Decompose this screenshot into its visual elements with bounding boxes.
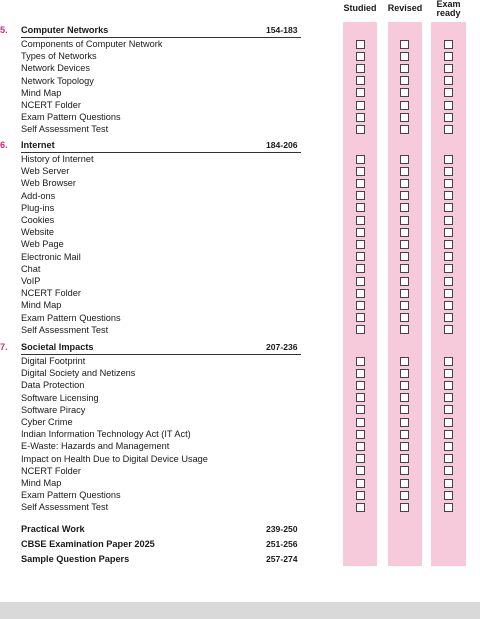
topic-row: Exam Pattern Questions	[21, 312, 121, 323]
checkbox-studied[interactable]	[356, 430, 365, 439]
checkbox-studied[interactable]	[356, 479, 365, 488]
checkbox-revised[interactable]	[400, 252, 409, 261]
checkbox-studied[interactable]	[356, 325, 365, 334]
checkbox-exam-ready[interactable]	[444, 369, 453, 378]
chapter-title: Societal Impacts	[21, 342, 94, 352]
checkbox-revised[interactable]	[400, 40, 409, 49]
checkbox-studied[interactable]	[356, 418, 365, 427]
topic-row: Website	[21, 227, 55, 238]
extra-section-pages: 257-274	[266, 554, 298, 564]
checkbox-studied[interactable]	[356, 228, 365, 237]
checkbox-studied[interactable]	[356, 466, 365, 475]
chapter-number: 7.	[0, 342, 8, 352]
checkbox-studied[interactable]	[356, 216, 365, 225]
extra-section-title: CBSE Examination Paper 2025	[21, 539, 155, 549]
checkbox-studied[interactable]	[356, 381, 365, 390]
extra-section-title: Sample Question Papers	[21, 554, 130, 564]
topic-row: NCERT Folder	[21, 100, 81, 110]
checkbox-revised[interactable]	[400, 203, 409, 212]
checkbox-studied[interactable]	[356, 393, 365, 402]
topic-row: Software Licensing	[21, 392, 99, 403]
checkbox-exam-ready[interactable]	[444, 357, 453, 366]
checkbox-revised[interactable]	[400, 76, 409, 85]
checkbox-revised[interactable]	[400, 369, 409, 378]
checkbox-studied[interactable]	[356, 264, 365, 273]
checkbox-revised[interactable]	[400, 289, 409, 298]
checkbox-exam-ready[interactable]	[444, 125, 453, 134]
checkbox-revised[interactable]	[400, 216, 409, 225]
checkbox-exam-ready[interactable]	[444, 479, 453, 488]
checkbox-revised[interactable]	[400, 228, 409, 237]
topic-row: VoIP	[21, 276, 41, 286]
checkbox-exam-ready[interactable]	[444, 454, 453, 463]
checkbox-revised[interactable]	[400, 113, 409, 122]
topic-row: NCERT Folder	[21, 288, 81, 299]
checkbox-exam-ready[interactable]	[444, 155, 453, 164]
checkbox-exam-ready[interactable]	[444, 491, 453, 500]
checkbox-exam-ready[interactable]	[444, 313, 453, 322]
topic-row: Mind Map	[21, 478, 62, 488]
checkbox-studied[interactable]	[356, 125, 365, 134]
checkbox-exam-ready[interactable]	[444, 405, 453, 414]
checkbox-studied[interactable]	[356, 101, 365, 110]
checkbox-studied[interactable]	[356, 454, 365, 463]
topic-row: Software Piracy	[21, 404, 86, 415]
checkbox-revised[interactable]	[400, 405, 409, 414]
checkbox-revised[interactable]	[400, 125, 409, 134]
checkbox-revised[interactable]	[400, 430, 409, 439]
checkbox-revised[interactable]	[400, 393, 409, 402]
topic-row: Electronic Mail	[21, 251, 81, 262]
checkbox-revised[interactable]	[400, 442, 409, 451]
checkbox-studied[interactable]	[356, 252, 365, 261]
topic-row: Digital Footprint	[21, 356, 86, 366]
checkbox-exam-ready[interactable]	[444, 277, 453, 286]
checkbox-revised[interactable]	[400, 264, 409, 273]
checkbox-exam-ready[interactable]	[444, 203, 453, 212]
checkbox-exam-ready[interactable]	[444, 101, 453, 110]
checkbox-exam-ready[interactable]	[444, 240, 453, 249]
checkbox-studied[interactable]	[356, 357, 365, 366]
topic-row: Mind Map	[21, 87, 62, 98]
checkbox-revised[interactable]	[400, 454, 409, 463]
checkbox-exam-ready[interactable]	[444, 88, 453, 97]
topic-row: NCERT Folder	[21, 465, 81, 476]
checkbox-studied[interactable]	[356, 179, 365, 188]
checkbox-studied[interactable]	[356, 369, 365, 378]
checkbox-revised[interactable]	[400, 325, 409, 334]
checkbox-studied[interactable]	[356, 76, 365, 85]
topic-row: Data Protection	[21, 380, 85, 391]
chapter-title: Computer Networks	[21, 25, 109, 35]
chapter-number: 6.	[0, 140, 8, 150]
topic-row: Plug-ins	[21, 202, 55, 213]
chapter-pages: 207-236	[266, 342, 298, 352]
checkbox-revised[interactable]	[400, 301, 409, 310]
checkbox-studied[interactable]	[356, 191, 365, 200]
topic-row: Self Assessment Test	[21, 124, 109, 135]
topic-row: Digital Society and Netizens	[21, 368, 136, 379]
topic-row: Components of Computer Network	[21, 39, 163, 49]
checkbox-exam-ready[interactable]	[444, 52, 453, 61]
topic-row: Web Server	[21, 166, 70, 177]
topic-row: Indian Information Technology Act (IT Act)	[21, 429, 191, 440]
chapter-pages: 154-183	[266, 25, 298, 35]
checkbox-exam-ready[interactable]	[444, 301, 453, 310]
checkbox-exam-ready[interactable]	[444, 191, 453, 200]
checkbox-revised[interactable]	[400, 313, 409, 322]
topic-row: Chat	[21, 263, 41, 274]
checkbox-studied[interactable]	[356, 64, 365, 73]
checkbox-revised[interactable]	[400, 240, 409, 249]
chapter-number: 5.	[0, 25, 8, 35]
topic-row: History of Internet	[21, 154, 94, 164]
checkbox-exam-ready[interactable]	[444, 289, 453, 298]
checkbox-exam-ready[interactable]	[444, 418, 453, 427]
topic-row: Impact on Health Due to Digital Device Usage	[21, 453, 208, 464]
checkbox-revised[interactable]	[400, 277, 409, 286]
checkbox-exam-ready[interactable]	[444, 216, 453, 225]
checkbox-exam-ready[interactable]	[444, 167, 453, 176]
topic-row: Web Browser	[21, 178, 76, 189]
checkbox-studied[interactable]	[356, 240, 365, 249]
topic-row: Network Topology	[21, 75, 94, 86]
checkbox-exam-ready[interactable]	[444, 40, 453, 49]
topic-row: Types of Networks	[21, 51, 97, 62]
checkbox-revised[interactable]	[400, 479, 409, 488]
checkbox-revised[interactable]	[400, 191, 409, 200]
topic-row: Cookies	[21, 215, 55, 225]
checkbox-exam-ready[interactable]	[444, 113, 453, 122]
footer-bar	[0, 602, 480, 619]
checkbox-studied[interactable]	[356, 289, 365, 298]
checkbox-revised[interactable]	[400, 381, 409, 390]
checkbox-revised[interactable]	[400, 491, 409, 500]
checkbox-studied[interactable]	[356, 52, 365, 61]
checkbox-studied[interactable]	[356, 277, 365, 286]
checkbox-exam-ready[interactable]	[444, 228, 453, 237]
checkbox-exam-ready[interactable]	[444, 442, 453, 451]
chapter-title: Internet	[21, 140, 55, 150]
checkbox-revised[interactable]	[400, 357, 409, 366]
topic-row: Network Devices	[21, 63, 90, 74]
checkbox-revised[interactable]	[400, 167, 409, 176]
topic-row: Self Assessment Test	[21, 502, 109, 513]
checkbox-exam-ready[interactable]	[444, 325, 453, 334]
topic-row: Add-ons	[21, 190, 56, 201]
checkbox-revised[interactable]	[400, 52, 409, 61]
checkbox-exam-ready[interactable]	[444, 252, 453, 261]
topic-row: Exam Pattern Questions	[21, 112, 121, 123]
checkbox-exam-ready[interactable]	[444, 381, 453, 390]
checkbox-revised[interactable]	[400, 418, 409, 427]
extra-section-pages: 239-250	[266, 524, 298, 534]
checkbox-revised[interactable]	[400, 466, 409, 475]
checkbox-exam-ready[interactable]	[444, 264, 453, 273]
checkbox-studied[interactable]	[356, 503, 365, 512]
column-header-studied: Studied	[343, 3, 377, 13]
topic-row: Web Page	[21, 239, 64, 250]
extra-section-pages: 251-256	[266, 539, 298, 549]
topic-row: E-Waste: Hazards and Management	[21, 441, 170, 452]
checkbox-revised[interactable]	[400, 101, 409, 110]
checkbox-exam-ready[interactable]	[444, 503, 453, 512]
checkbox-studied[interactable]	[356, 203, 365, 212]
checkbox-revised[interactable]	[400, 155, 409, 164]
checkbox-revised[interactable]	[400, 179, 409, 188]
column-header-exam-ready: Exam ready	[436, 0, 461, 18]
topic-row: Mind Map	[21, 300, 62, 311]
topic-row: Exam Pattern Questions	[21, 490, 121, 501]
column-header-revised: Revised	[387, 3, 423, 13]
extra-section-title: Practical Work	[21, 524, 85, 534]
checkbox-studied[interactable]	[356, 301, 365, 310]
checkbox-revised[interactable]	[400, 503, 409, 512]
checkbox-exam-ready[interactable]	[444, 430, 453, 439]
checkbox-studied[interactable]	[356, 113, 365, 122]
checkbox-studied[interactable]	[356, 167, 365, 176]
checkbox-revised[interactable]	[400, 88, 409, 97]
checkbox-studied[interactable]	[356, 40, 365, 49]
topic-row: Self Assessment Test	[21, 324, 109, 335]
checkbox-exam-ready[interactable]	[444, 179, 453, 188]
checkbox-studied[interactable]	[356, 155, 365, 164]
topic-row: Cyber Crime	[21, 417, 73, 427]
checkbox-exam-ready[interactable]	[444, 393, 453, 402]
checkbox-studied[interactable]	[356, 491, 365, 500]
checkbox-studied[interactable]	[356, 313, 365, 322]
checkbox-exam-ready[interactable]	[444, 466, 453, 475]
checkbox-studied[interactable]	[356, 442, 365, 451]
chapter-pages: 184-206	[266, 140, 298, 150]
checkbox-exam-ready[interactable]	[444, 76, 453, 85]
checkbox-exam-ready[interactable]	[444, 64, 453, 73]
checkbox-studied[interactable]	[356, 88, 365, 97]
checkbox-revised[interactable]	[400, 64, 409, 73]
checkbox-studied[interactable]	[356, 405, 365, 414]
